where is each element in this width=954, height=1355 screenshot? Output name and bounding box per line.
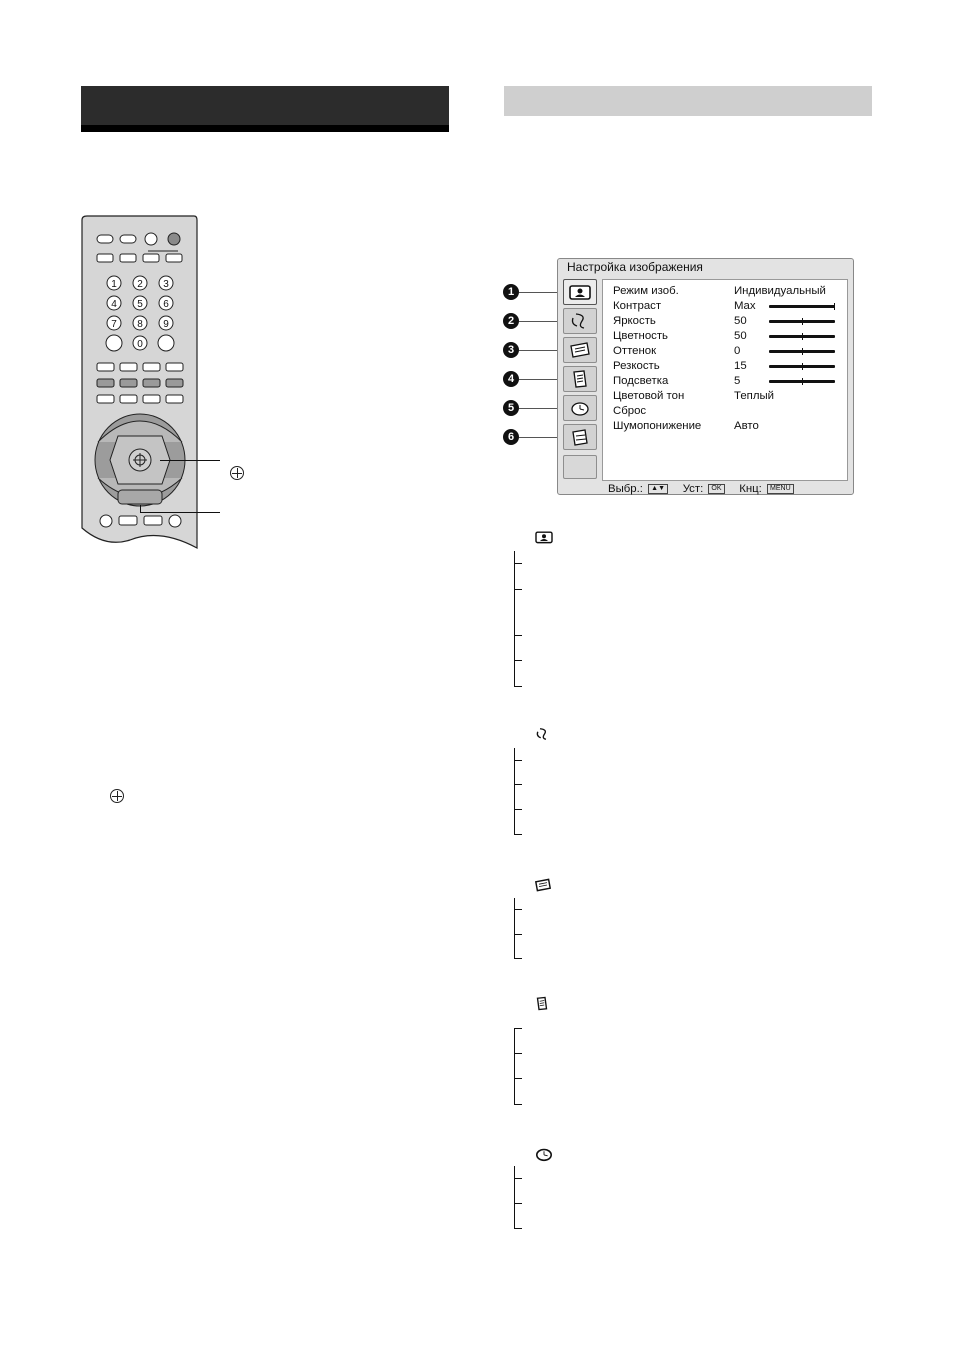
tree-branch-tick (514, 563, 522, 564)
osd-level-tick (802, 348, 803, 355)
enter-crosshair-icon (230, 466, 244, 480)
osd-row-label[interactable]: Сброс (613, 405, 647, 417)
osd-row-value: 15 (734, 360, 747, 372)
svg-text:7: 7 (111, 319, 117, 330)
footer-exit-label: Кнц: (739, 483, 762, 495)
remote-control-illustration (70, 210, 210, 555)
tree-branch-tick (514, 784, 522, 785)
osd-tab-features[interactable] (563, 366, 597, 392)
tree-branch-tick (514, 1203, 522, 1204)
osd-row-label[interactable]: Оттенок (613, 345, 657, 357)
osd-row-label[interactable]: Подсветка (613, 375, 669, 387)
tree-branch-line (514, 1028, 515, 1104)
osd-row-value: Теплый (734, 390, 775, 402)
svg-text:9: 9 (163, 319, 169, 330)
marker-4: 4 (503, 371, 519, 387)
tree-branch-tick (514, 934, 522, 935)
osd-level-tick (802, 318, 803, 325)
subsection-header-bar (504, 86, 872, 116)
osd-row-value: 5 (734, 375, 741, 387)
osd-level-tick (802, 333, 803, 340)
osd-tab-sound[interactable] (563, 308, 597, 334)
marker-2: 2 (503, 313, 519, 329)
marker-5: 5 (503, 400, 519, 416)
osd-level-bar[interactable] (769, 305, 835, 308)
osd-row-label[interactable]: Яркость (613, 315, 656, 327)
osd-level-bar[interactable] (769, 365, 835, 368)
osd-tab-screen[interactable] (563, 337, 597, 363)
tree-branch-tick (514, 958, 522, 959)
setup-icon (568, 427, 592, 447)
osd-level-bar[interactable] (769, 320, 835, 323)
osd-tab-empty (563, 455, 597, 479)
timer-icon (568, 398, 592, 418)
osd-tab-picture[interactable] (563, 279, 597, 305)
osd-row-label[interactable]: Шумопонижение (613, 420, 702, 432)
section-header-rule (81, 125, 449, 132)
svg-text:3: 3 (163, 279, 169, 290)
tree-branch-tick (514, 660, 522, 661)
osd-row-label[interactable]: Резкость (613, 360, 660, 372)
tree-branch-tick (514, 589, 522, 590)
tree-branch-tick (514, 1104, 522, 1105)
tree-branch-tick (514, 1078, 522, 1079)
sound-icon (568, 311, 592, 331)
osd-tab-timer[interactable] (563, 395, 597, 421)
svg-text:5: 5 (137, 299, 143, 310)
osd-row-value: 0 (734, 345, 741, 357)
ok-key: OK (708, 484, 724, 494)
osd-tab-setup[interactable] (563, 424, 597, 450)
up-down-arrows-icon: ▲▼ (648, 484, 668, 494)
screen-icon (532, 877, 554, 893)
picture-icon (568, 282, 592, 302)
tree-branch-line (514, 551, 515, 686)
timer-icon (533, 1145, 555, 1163)
enter-crosshair-icon (110, 789, 124, 803)
tree-branch-tick (514, 834, 522, 835)
tree-branch-tick (514, 1178, 522, 1179)
marker-3: 3 (503, 342, 519, 358)
features-icon (568, 369, 592, 389)
osd-row-label[interactable]: Режим изоб. (613, 285, 679, 297)
menu-key: MENU (767, 484, 794, 494)
osd-row-value: Max (734, 300, 756, 312)
marker-1: 1 (503, 284, 519, 300)
osd-level-tick (802, 363, 803, 370)
features-icon (533, 995, 551, 1012)
tree-branch-tick (514, 635, 522, 636)
footer-select-label: Выбр.: (608, 483, 643, 495)
tree-branch-tick (514, 1053, 522, 1054)
footer-set-label: Уст: (682, 483, 704, 495)
osd-level-tick (834, 303, 835, 310)
tree-branch-line (514, 1166, 515, 1228)
tree-branch-tick (514, 1028, 522, 1029)
osd-row-label[interactable]: Цветовой тон (613, 390, 685, 402)
osd-footer-hints (608, 483, 796, 495)
svg-text:6: 6 (163, 299, 169, 310)
svg-text:4: 4 (111, 299, 117, 310)
picture-icon (534, 529, 554, 545)
marker-6: 6 (503, 429, 519, 445)
osd-row-value: 50 (734, 330, 747, 342)
tree-branch-tick (514, 1228, 522, 1229)
osd-row-label[interactable]: Цветность (613, 330, 668, 342)
screen-icon (568, 340, 592, 360)
svg-text:1: 1 (111, 279, 117, 290)
osd-level-bar[interactable] (769, 335, 835, 338)
osd-row-value: Индивидуальный (734, 285, 826, 297)
osd-row-value: Авто (734, 420, 759, 432)
osd-row-label[interactable]: Контраст (613, 300, 662, 312)
menu-button-callout-line (140, 512, 220, 513)
osd-level-bar[interactable] (769, 350, 835, 353)
osd-settings-panel (602, 279, 848, 481)
tree-branch-tick (514, 686, 522, 687)
sound-icon (534, 726, 552, 742)
section-header-bar (81, 86, 449, 125)
svg-text:2: 2 (137, 279, 143, 290)
osd-level-tick (802, 378, 803, 385)
osd-menu-screen (557, 258, 854, 495)
tree-branch-tick (514, 909, 522, 910)
osd-title: Настройка изображения (567, 260, 703, 274)
tree-branch-line (514, 898, 515, 958)
svg-text:8: 8 (137, 319, 143, 330)
tree-branch-tick (514, 760, 522, 761)
enter-button-callout-line (160, 460, 220, 461)
osd-level-bar[interactable] (769, 380, 835, 383)
osd-row-value: 50 (734, 315, 747, 327)
svg-text:0: 0 (137, 339, 143, 350)
tree-branch-tick (514, 809, 522, 810)
menu-button-callout-riser (140, 505, 141, 513)
